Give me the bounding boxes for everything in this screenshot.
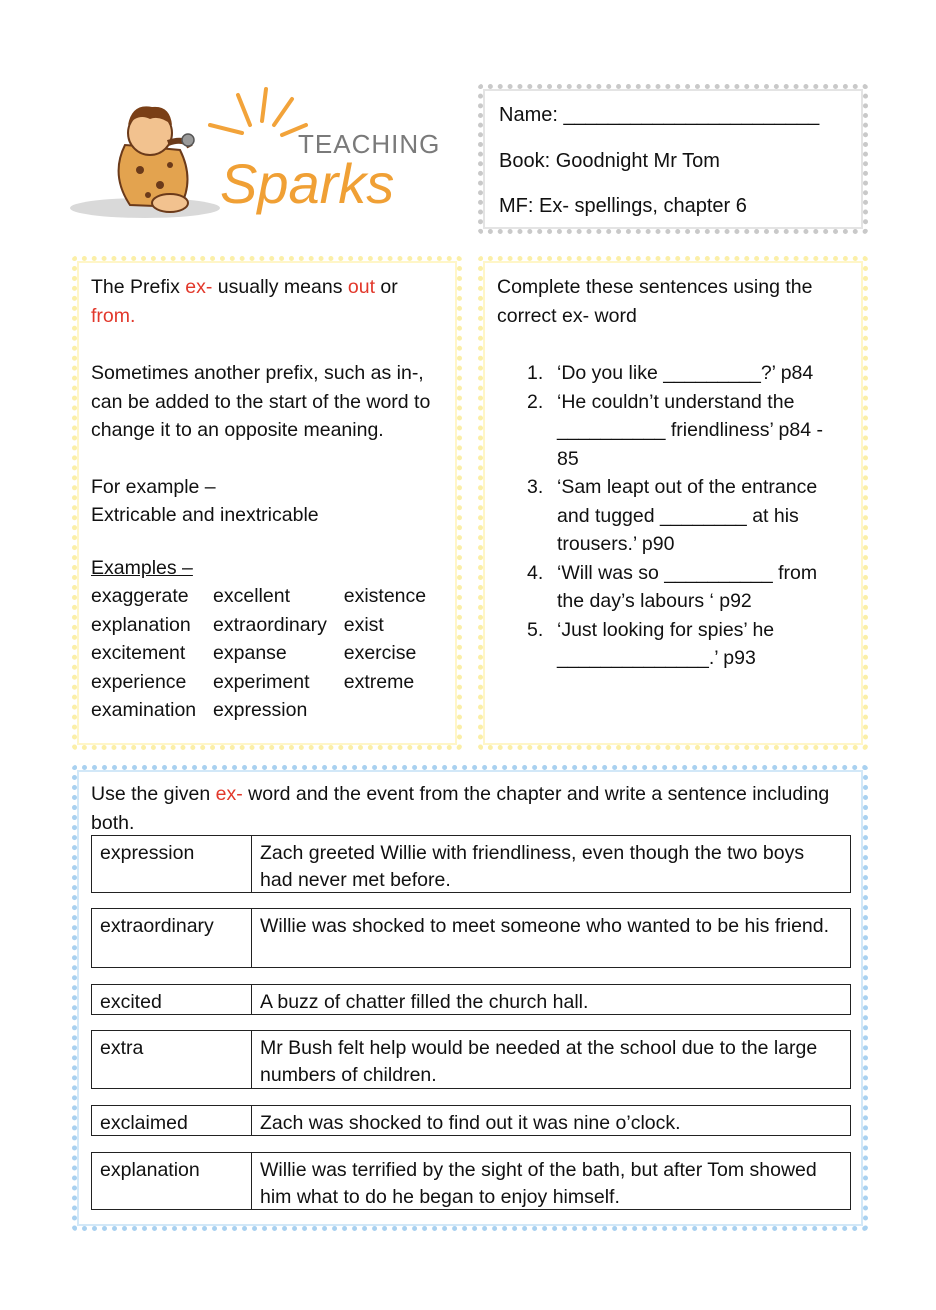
table-row[interactable] bbox=[91, 1030, 851, 1089]
item-text: ‘Will was so __________ from the day’s labours ‘ p92 bbox=[557, 561, 818, 612]
teaching-sparks-logo bbox=[70, 85, 440, 235]
example-word: exist bbox=[343, 613, 384, 636]
complete-sentences-box bbox=[478, 256, 868, 750]
sentences-instruction: Complete these sentences using the correct ex- word bbox=[497, 276, 813, 327]
sentence-item[interactable] bbox=[497, 359, 849, 388]
examples-list bbox=[91, 582, 431, 725]
item-number: 2. bbox=[527, 390, 544, 413]
example-word: excitement bbox=[91, 642, 186, 664]
item-number: 3. bbox=[527, 476, 544, 498]
header-info-box bbox=[478, 84, 868, 234]
example-word: exaggerate bbox=[91, 585, 189, 607]
row-event: Zach was shocked to find out it was nine o’clock. bbox=[260, 1112, 681, 1134]
sentence-item[interactable] bbox=[497, 473, 849, 559]
item-number: 5. bbox=[527, 618, 544, 641]
name-line[interactable]: Name: _______________________ bbox=[499, 104, 820, 126]
table-row[interactable] bbox=[91, 908, 851, 968]
meaning-out: out bbox=[347, 276, 375, 298]
item-text: ‘Sam leapt out of the entrance and tugged ________ at his trousers.’ p90 bbox=[557, 476, 818, 555]
svg-text:TEACHING: TEACHING bbox=[298, 129, 440, 159]
row-event: Willie was shocked to meet someone who wanted to be his friend. bbox=[260, 915, 830, 937]
for-example-label: For example – bbox=[91, 476, 216, 498]
row-event: A buzz of chatter filled the church hall. bbox=[260, 991, 589, 1013]
row-word: excited bbox=[92, 985, 252, 1014]
prefix-explanation bbox=[91, 273, 441, 330]
table-row[interactable] bbox=[91, 984, 851, 1015]
item-text: ‘Just looking for spies’ he ______________.’ p93 bbox=[557, 618, 775, 669]
table-row[interactable] bbox=[91, 1105, 851, 1136]
example-pair: Extricable and inextricable bbox=[91, 504, 319, 526]
item-text: ‘He couldn’t understand the __________ friendliness’ p84 - 85 bbox=[557, 390, 823, 470]
item-text: ‘Do you like _________?’ p84 bbox=[557, 362, 814, 384]
book-title: Book: Goodnight Mr Tom bbox=[499, 150, 720, 172]
instruction-ex: ex- bbox=[215, 783, 243, 805]
example-word: exercise bbox=[343, 642, 417, 664]
example-word: experience bbox=[91, 670, 187, 693]
example-word: examination bbox=[91, 699, 197, 721]
example-word: explanation bbox=[91, 613, 191, 636]
example-word: experiment bbox=[213, 670, 310, 693]
table-row[interactable] bbox=[91, 835, 851, 893]
example-word: existence bbox=[343, 585, 427, 607]
example-word: excellent bbox=[213, 585, 290, 607]
row-event: Zach greeted Willie with friendliness, even though the two boys had never met before. bbox=[260, 842, 805, 891]
row-word: exclaimed bbox=[92, 1106, 252, 1135]
examples-heading: Examples – bbox=[91, 557, 193, 579]
row-word: expression bbox=[92, 836, 252, 892]
meaning-from: from. bbox=[91, 304, 136, 327]
prefix-or: or bbox=[374, 276, 398, 298]
sentence-item[interactable] bbox=[497, 559, 849, 616]
mf-title: MF: Ex- spellings, chapter 6 bbox=[499, 195, 747, 217]
prefix-info-box bbox=[72, 256, 462, 750]
example-word: extraordinary bbox=[213, 613, 327, 636]
row-event: Mr Bush felt help would be needed at the school due to the large numbers of children. bbox=[260, 1037, 818, 1086]
write-sentence-instruction bbox=[91, 780, 851, 837]
row-word: explanation bbox=[92, 1153, 252, 1209]
sentences-list bbox=[497, 359, 849, 673]
item-number: 1. bbox=[527, 362, 544, 384]
instruction-text: Use the given bbox=[91, 783, 216, 805]
row-event: Willie was terrified by the sight of the bath, but after Tom showed him what to do he began to enjoy himself. bbox=[260, 1159, 817, 1208]
row-word: extraordinary bbox=[92, 909, 252, 967]
instruction-text-post: word and the event from the chapter and write a sentence including both. bbox=[91, 783, 830, 834]
example-word: extreme bbox=[343, 670, 415, 693]
prefix-text: The Prefix bbox=[91, 276, 186, 298]
table-row[interactable] bbox=[91, 1152, 851, 1210]
svg-text:Sparks: Sparks bbox=[220, 152, 395, 215]
row-word: extra bbox=[92, 1031, 252, 1088]
sentence-item[interactable] bbox=[497, 388, 849, 474]
item-number: 4. bbox=[527, 561, 544, 584]
opposite-prefix-paragraph: Sometimes another prefix, such as in-, can be added to the start of the word to change it to an opposite meaning. bbox=[91, 362, 431, 441]
example-word: expanse bbox=[213, 642, 287, 664]
example-word: expression bbox=[213, 699, 308, 721]
prefix-ex: ex- bbox=[185, 276, 213, 298]
caveman-mascot-icon bbox=[70, 85, 440, 235]
sentence-item[interactable] bbox=[497, 616, 849, 673]
prefix-text-mid: usually means bbox=[212, 276, 348, 298]
